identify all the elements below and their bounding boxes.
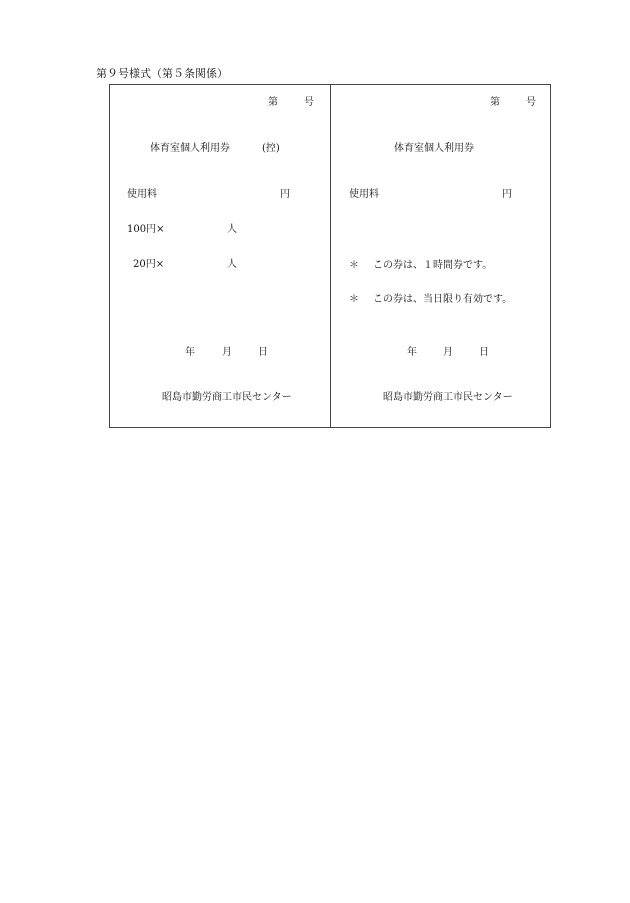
stub-row2-label: 20円× — [133, 259, 165, 270]
stub-date-month: 月 — [222, 347, 232, 358]
stub-title-suffix: (控) — [262, 143, 280, 154]
ticket-fee-unit: 円 — [502, 189, 512, 200]
stub-date-day: 日 — [258, 347, 268, 358]
stub-row1-unit: 人 — [227, 224, 237, 235]
ticket-note2-mark: ＊ — [349, 294, 359, 305]
stub-title: 体育室個人利用券 — [150, 143, 230, 154]
ticket-number-go: 号 — [526, 97, 536, 108]
stub-number-go: 号 — [304, 97, 314, 108]
stub-number-dai: 第 — [268, 97, 278, 108]
ticket-issuer: 昭島市勤労商工市民センター — [383, 392, 513, 403]
ticket-note1: この券は、１時間券です。 — [373, 260, 493, 271]
ticket-date-year: 年 — [407, 347, 417, 358]
ticket-note2: この券は、当日限り有効です。 — [373, 294, 513, 305]
ticket-number-dai: 第 — [490, 97, 500, 108]
ticket-title: 体育室個人利用券 — [394, 143, 474, 154]
ticket-date-month: 月 — [443, 347, 453, 358]
ticket-fee-label: 使用料 — [349, 189, 379, 200]
stub-fee-unit: 円 — [280, 189, 290, 200]
stub-fee-label: 使用料 — [127, 189, 157, 200]
perforation-divider — [330, 84, 331, 428]
stub-date-year: 年 — [185, 347, 195, 358]
ticket-date-day: 日 — [479, 347, 489, 358]
stub-issuer: 昭島市勤労商工市民センター — [162, 392, 292, 403]
ticket-note1-mark: ＊ — [349, 260, 359, 271]
stub-row1-label: 100円× — [127, 224, 165, 235]
form-title: 第９号様式（第５条関係） — [96, 67, 228, 80]
stub-row2-unit: 人 — [227, 259, 237, 270]
